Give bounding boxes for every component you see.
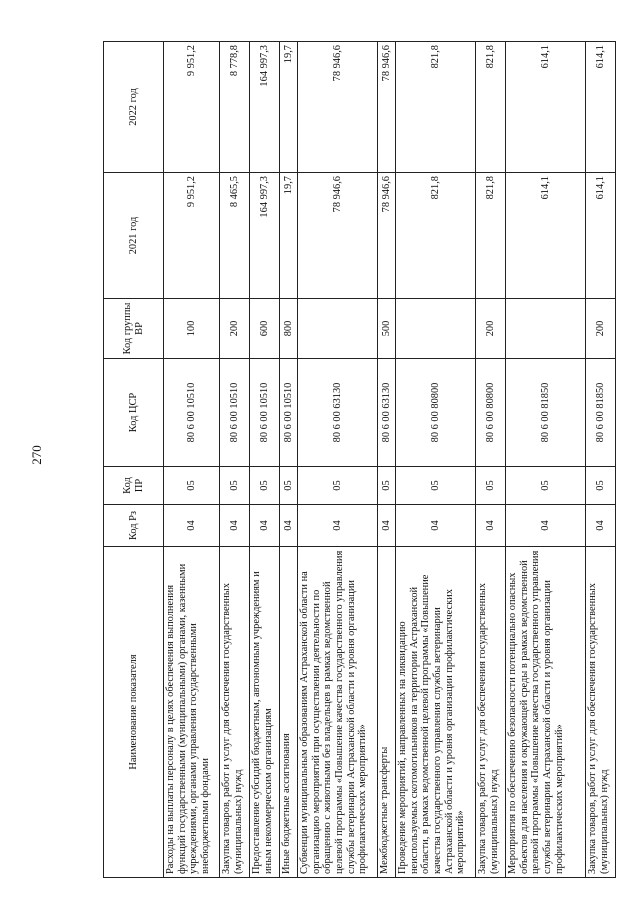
row-2021: 8 465,5 (220, 173, 250, 299)
row-pr: 05 (280, 467, 298, 505)
row-2022: 78 946,6 (378, 42, 396, 173)
row-rz: 04 (378, 505, 396, 547)
row-2021: 78 946,6 (298, 173, 378, 299)
row-2021: 614,1 (506, 173, 586, 299)
row-pr: 05 (506, 467, 586, 505)
header-vr: Код группы ВР (104, 299, 164, 359)
row-name: Проведение мероприятий, направленных на ликвидацию неиспользуемых скотомогильников на территории Астраханской области, в рамках ведомственной целевой программы «Повышение качества государственного управления службы ветеринарии Астраханской области и уровня организации профилактических мероприятий» (396, 547, 476, 878)
row-csr: 80 6 00 10510 (250, 359, 280, 467)
row-csr: 80 6 00 80800 (396, 359, 476, 467)
row-csr: 80 6 00 10510 (220, 359, 250, 467)
row-csr: 80 6 00 10510 (280, 359, 298, 467)
row-csr: 80 6 00 80800 (476, 359, 506, 467)
row-rz: 04 (586, 505, 616, 547)
row-rz: 04 (280, 505, 298, 547)
row-2022: 614,1 (586, 42, 616, 173)
row-2021: 9 951,2 (164, 173, 220, 299)
row-rz: 04 (220, 505, 250, 547)
row-csr: 80 6 00 81850 (586, 359, 616, 467)
rotated-page-frame (103, 42, 610, 878)
row-name: Закупка товаров, работ и услуг для обеспечения государственных (муниципальных) нужд (220, 547, 250, 878)
row-2022: 164 997,3 (250, 42, 280, 173)
row-2021: 164 997,3 (250, 173, 280, 299)
row-vr: 800 (280, 299, 298, 359)
row-vr: 600 (250, 299, 280, 359)
row-2022: 614,1 (506, 42, 586, 173)
header-2022: 2022 год (104, 42, 164, 173)
row-rz: 04 (476, 505, 506, 547)
table-row (250, 42, 280, 878)
row-vr (506, 299, 586, 359)
header-2021: 2021 год (104, 173, 164, 299)
row-pr: 05 (378, 467, 396, 505)
row-2022: 9 951,2 (164, 42, 220, 173)
header-rz: Код Рз (104, 505, 164, 547)
table-row (280, 42, 298, 878)
table-row (378, 42, 396, 878)
rotated-table-container (103, 42, 610, 878)
row-rz: 04 (250, 505, 280, 547)
row-name: Закупка товаров, работ и услуг для обеспечения государственных (муниципальных) нужд (586, 547, 616, 878)
row-vr: 500 (378, 299, 396, 359)
table-row (506, 42, 586, 878)
row-name: Закупка товаров, работ и услуг для обеспечения государственных (муниципальных) нужд (476, 547, 506, 878)
row-2021: 614,1 (586, 173, 616, 299)
header-pr: Код ПР (104, 467, 164, 505)
row-pr: 05 (586, 467, 616, 505)
row-2022: 8 778,8 (220, 42, 250, 173)
row-name: Предоставление субсидий бюджетным, автономным учреждениям и иным некоммерческим организациям (250, 547, 280, 878)
row-vr: 200 (220, 299, 250, 359)
row-vr: 200 (586, 299, 616, 359)
budget-table (103, 41, 616, 878)
header-csr: Код ЦСР (104, 359, 164, 467)
row-csr: 80 6 00 81850 (506, 359, 586, 467)
row-2022: 19,7 (280, 42, 298, 173)
row-name: Межбюджетные трансферты (378, 547, 396, 878)
row-2021: 821,8 (396, 173, 476, 299)
row-2022: 78 946,6 (298, 42, 378, 173)
row-pr: 05 (298, 467, 378, 505)
row-pr: 05 (220, 467, 250, 505)
row-vr (396, 299, 476, 359)
row-2021: 821,8 (476, 173, 506, 299)
row-vr: 200 (476, 299, 506, 359)
row-csr: 80 6 00 63130 (378, 359, 396, 467)
row-csr: 80 6 00 10510 (164, 359, 220, 467)
table-row (164, 42, 220, 878)
row-name: Субвенции муниципальным образованиям Астраханской области на организацию мероприятий при осуществлении деятельности по обращению с животными без владельцев в рамках ведомственной целевой программы «Повышение качества государственного управления службы ветеринарии Астраханской области и уровня организации профилактических мероприятий» (298, 547, 378, 878)
row-rz: 04 (506, 505, 586, 547)
row-rz: 04 (396, 505, 476, 547)
row-rz: 04 (298, 505, 378, 547)
row-name: Мероприятия по обеспечению безопасности потенциально опасных объектов для населения и окружающей среды в рамках ведомственной целевой программы «Повышение качества государственного управления службы ветеринарии Астраханской области и уровня организации профилактических мероприятий» (506, 547, 586, 878)
table-row (298, 42, 378, 878)
table-row (586, 42, 616, 878)
row-vr (298, 299, 378, 359)
row-2022: 821,8 (396, 42, 476, 173)
row-name: Расходы на выплаты персоналу в целях обеспечения выполнения функций государственными (муниципальными) органами, казенными учреждениями, органами управления государственными внебюджетными фондами (164, 547, 220, 878)
table-header-row (104, 42, 164, 878)
header-name: Наименование показателя (104, 547, 164, 878)
row-pr: 05 (476, 467, 506, 505)
row-2021: 78 946,6 (378, 173, 396, 299)
table-row (476, 42, 506, 878)
row-vr: 100 (164, 299, 220, 359)
row-2022: 821,8 (476, 42, 506, 173)
row-name: Иные бюджетные ассигнования (280, 547, 298, 878)
table-row (220, 42, 250, 878)
row-rz: 04 (164, 505, 220, 547)
row-pr: 05 (250, 467, 280, 505)
row-pr: 05 (396, 467, 476, 505)
row-pr: 05 (164, 467, 220, 505)
page-number: 270 (29, 445, 44, 465)
row-2021: 19,7 (280, 173, 298, 299)
table-row (396, 42, 476, 878)
row-csr: 80 6 00 63130 (298, 359, 378, 467)
